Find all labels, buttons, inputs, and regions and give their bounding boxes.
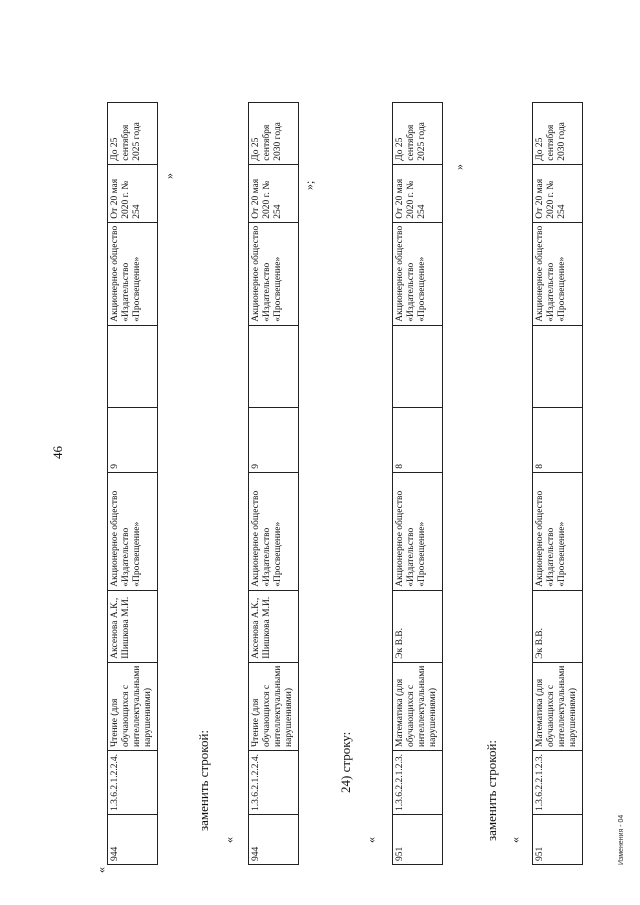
cell-subject: Чтение (для обучающихся с интеллектуальными нарушениями) [249, 662, 299, 750]
cell-order: От 20 мая 2020 г. № 254 [108, 164, 158, 222]
cell-grade: 9 [249, 407, 299, 472]
cell-blank [533, 325, 583, 407]
quote-close-semicolon: »; [302, 180, 316, 190]
cell-num: 951 [393, 815, 443, 865]
cell-subject: Чтение (для обучающихся с интеллектуальными нарушениями) [108, 662, 158, 750]
table-row [249, 102, 299, 864]
quote-open: « [94, 867, 108, 873]
cell-num: 944 [249, 815, 299, 865]
cell-until: До 25 сентября 2025 года [108, 102, 158, 164]
cell-grade: 8 [393, 407, 443, 472]
cell-order: От 20 мая 2020 г. № 254 [533, 164, 583, 222]
table-row [108, 102, 158, 864]
cell-authors: Аксенова А.К., Шишкова М.И. [249, 590, 299, 662]
quote-open: « [222, 837, 236, 843]
cell-until: До 25 сентября 2030 года [533, 102, 583, 164]
cell-num: 944 [108, 815, 158, 865]
page-number: 46 [50, 446, 65, 459]
cell-subject: Математика (для обучающихся с интеллектуальными нарушениями) [393, 662, 443, 750]
cell-authors: Аксенова А.К., Шишкова М.И. [108, 590, 158, 662]
table-944-old [107, 102, 158, 865]
cell-grade: 9 [108, 407, 158, 472]
footer-note: Изменения - 04 [618, 814, 625, 865]
cell-authors: Эк В.В. [533, 590, 583, 662]
cell-org: Акционерное общество «Издательство «Просвещение» [533, 222, 583, 325]
cell-org: Акционерное общество «Издательство «Просвещение» [249, 222, 299, 325]
cell-blank [393, 325, 443, 407]
cell-publisher: Акционерное общество «Издательство «Просвещение» [393, 472, 443, 590]
cell-publisher: Акционерное общество «Издательство «Просвещение» [249, 472, 299, 590]
cell-publisher: Акционерное общество «Издательство «Просвещение» [108, 472, 158, 590]
cell-num: 951 [533, 815, 583, 865]
cell-code: 1.3.6.2.2.1.2.3. [393, 751, 443, 815]
cell-blank [249, 325, 299, 407]
item-24-label: 24) строку: [338, 731, 353, 793]
cell-code: 1.3.6.2.1.2.2.4. [108, 751, 158, 815]
cell-until: До 25 сентября 2025 года [393, 102, 443, 164]
table-951-old [392, 102, 443, 865]
table-951-new [532, 102, 583, 865]
cell-org: Акционерное общество «Издательство «Просвещение» [393, 222, 443, 325]
cell-code: 1.3.6.2.2.1.2.3. [533, 751, 583, 815]
table-row [393, 102, 443, 864]
cell-grade: 8 [533, 407, 583, 472]
cell-subject: Математика (для обучающихся с интеллектуальными нарушениями) [533, 662, 583, 750]
cell-order: От 20 мая 2020 г. № 254 [249, 164, 299, 222]
table-944-new [248, 102, 299, 865]
cell-code: 1.3.6.2.1.2.2.4. [249, 751, 299, 815]
quote-open: « [508, 837, 522, 843]
cell-authors: Эк В.В. [393, 590, 443, 662]
quote-close: » [162, 173, 176, 179]
quote-close: » [452, 164, 466, 170]
replace-label-1: заменить строкой: [196, 729, 211, 831]
cell-publisher: Акционерное общество «Издательство «Просвещение» [533, 472, 583, 590]
cell-until: До 25 сентября 2030 года [249, 102, 299, 164]
table-row [533, 102, 583, 864]
cell-org: Акционерное общество «Издательство «Просвещение» [108, 222, 158, 325]
replace-label-2: заменить строкой: [484, 739, 499, 841]
quote-open: « [364, 837, 378, 843]
cell-blank [108, 325, 158, 407]
cell-order: От 20 мая 2020 г. № 254 [393, 164, 443, 222]
